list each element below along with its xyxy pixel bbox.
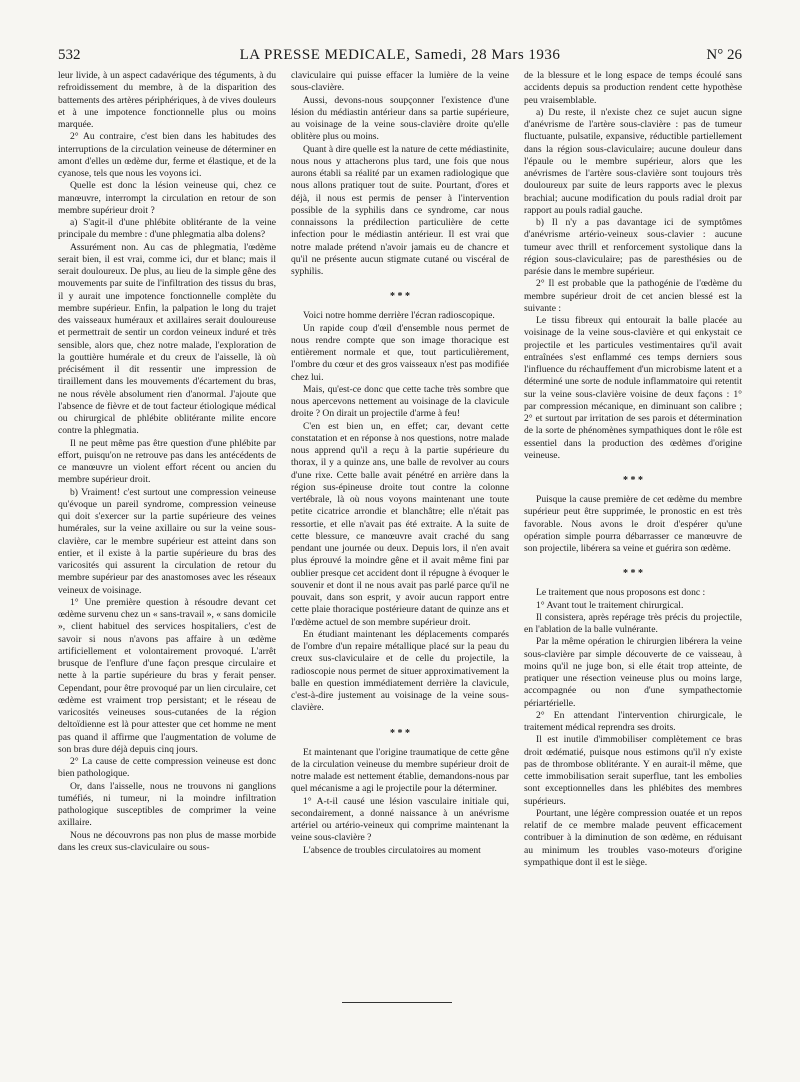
paragraph: Or, dans l'aisselle, nous ne trouvons ni ganglions tuméfiés, ni tumeur, ni la moindre infiltration pathologique susceptibles de comprimer la veine axillaire. — [58, 780, 276, 829]
section-separator: * * * — [390, 727, 410, 739]
paragraph: 1° A-t-il causé une lésion vasculaire initiale qui, secondairement, a donné naissance à un anévrisme artériel ou artério-veineux qui comprime maintenant la veine sous-clavière ? — [291, 795, 509, 844]
paragraph: Aussi, devons-nous soupçonner l'existence d'une lésion du médiastin antérieur dans sa partie supérieure, au voisinage de la veine sous-clavière droite qu'elle oblitère plus ou moins. — [291, 94, 509, 143]
paragraph: Assurément non. Au cas de phlegmatia, l'œdème serait bien, il est vrai, comme ici, dur et blanc; mais il serait douloureux. De plus, au lieu de la simple gêne des mouvements par suite de l'infiltration des tissus du bras, il y aurait une impotence fonctionnelle complète du membre supérieur. Enfin, la palpation le long du trajet des vaisseaux huméraux et axillaires serait douloureuse et permettrait de sentir un cordon veineux induré et très sensible, alors que, chez notre malade, l'exploration de la gouttière humérale et du creux de l'aisselle, là où précisément il dit ressentir une impression de tiraillement dans les mouvements d'écartement du bras, ne nous révèle absolument rien d'anormal. J'ajoute que l'absence de fièvre et de tout facteur étiologique médical ou chirurgical de phlébite oblitérante milite encore contre la phlegmatia. — [58, 241, 276, 437]
paragraph: Quelle est donc la lésion veineuse qui, chez ce manœuvre, interrompt la circulation en retour de son membre supérieur droit ? — [58, 180, 276, 216]
paragraph: Mais, qu'est-ce donc que cette tache très sombre que nous apercevons nettement au voisinage de la clavicule droite ? On dirait un projectile d'arme à feu! — [291, 383, 509, 420]
page-number: 532 — [58, 47, 81, 63]
article-body — [58, 70, 742, 986]
paragraph: 2° Au contraire, c'est bien dans les habitudes des interruptions de la circulation veineuse de déterminer en amont d'elles un œdème dur, ferme et élastique, et de la cyanose, tels que nous les voyons ici. — [58, 131, 276, 179]
column-3 — [524, 70, 742, 986]
paragraph: a) S'agit-il d'une phlébite oblitérante de la veine principale du membre : d'une phlegmatia alba dolens? — [58, 217, 276, 241]
end-rule — [342, 1002, 452, 1003]
section-separator: * * * — [390, 291, 410, 303]
issue-number: N° 26 — [706, 47, 742, 63]
paragraph: C'en est bien un, en effet; car, devant cette constatation et en réponse à nos questions, notre malade nous apprend qu'il a reçu à la partie supérieure du thorax, il y a quinze ans, une balle de revolver au cours d'une rixe. Cette balle avait pénétré en arrière dans la région sus-épineuse droite tout contre la colonne vertébrale, là où nous voyons maintenant une toute petite cicatrice arrondie et blanchâtre; elle n'était pas ressortie, et elle n'avait pas été extraite. A la suite de cette blessure, ce manœuvre avait craché du sang pendant une journée ou deux. Depuis lors, il n'en avait plus éprouvé la moindre gêne et il avait même fini par oublier presque cet accident dont il répugne à évoquer le souvenir et dont il ne nous avait pas parlé parce qu'il ne pouvait, dans son esprit, y avoir aucun rapport entre cette plaie thoracique postérieure datant de quinze ans et l'œdème actuel de son membre supérieur droit. — [291, 420, 509, 628]
paragraph: 2° En attendant l'intervention chirurgicale, le traitement médical reprendra ses droits. — [524, 709, 742, 733]
paragraph: Voici notre homme derrière l'écran radioscopique. — [303, 310, 495, 322]
paragraph: L'absence de troubles circulatoires au moment — [303, 844, 481, 856]
paragraph: 1° Une première question à résoudre devant cet œdème survenu chez un « sans-travail », « sans domicile », client habituel des services hospitaliers, c'est de savoir si nous n'avons pas affaire à un œdème artificiellement et volontairement provoqué. L'arrêt brusque de l'enflure d'une façon presque circulaire et nette à la partie supérieure du bras y ferait penser. Cependant, pour être provoqué par un lien circulaire, cet œdème est vraiment trop persistant; et le réseau de varicosités veineuses sous-cutanées de la région deltoïdienne est là pour attester que cet homme ne ment pas quand il affirme que l'augmentation de volume de son bras dure déjà depuis cinq jours. — [58, 596, 276, 755]
paragraph: Il est inutile d'immobiliser complètement ce bras droit œdématié, puisque nous estimons qu'il n'y existe pas de thrombose oblitérante. Y en aurait-il même, que cette immobilisation serait superflue, tant les embolies sont exceptionnelles dans les phlébites des membres supérieurs. — [524, 734, 742, 807]
paragraph: Un rapide coup d'œil d'ensemble nous permet de nous rendre compte que son image thoracique est entièrement normale et que, tout particulièrement, l'ombre du cœur et des gros vaisseaux n'est pas modifiée chez lui. — [291, 322, 509, 383]
paragraph: Pourtant, une légère compression ouatée et un repos relatif de ce membre malade peuvent efficacement contribuer à la diminution de son œdème, en réduisant au minimum les troubles vaso-moteurs d'origine sympathique dont il est le siège. — [524, 807, 742, 868]
section-separator: * * * — [623, 475, 643, 486]
journal-title: LA PRESSE MEDICALE, Samedi, 28 Mars 1936 — [239, 47, 561, 63]
paragraph: Puisque la cause première de cet œdème du membre supérieur peut être supprimée, le pronostic en est très favorable. Nous avons le droit d'espérer qu'une opération simple pourra débarrasser ce manœuvre de son projectile, libérera sa veine et guérira son œdème. — [524, 494, 742, 554]
page-header — [58, 46, 742, 66]
paragraph: b) Vraiment! c'est surtout une compression veineuse qu'évoque un pareil syndrome, compression veineuse qui doit s'exercer sur la partie supérieure des veines humérales, sur la veine axillaire ou sur la veine sous-clavière, car le membre supérieur est atteint dans son entier, et il existe à la partie supérieure du bras des varicosités qui assurent la circulation de retour du membre supérieur par des anastomoses avec les réseaux veineux de voisinage. — [58, 486, 276, 596]
paragraph: Quant à dire quelle est la nature de cette médiastinite, nous nous y attacherons plus tard, une fois que nous aurons établi sa réalité par un examen radiologique que nous allons pratiquer tout de suite. Pourtant, d'ores et déjà, il nous est permis de penser à l'intervention possible de la syphilis dans ce syndrome, car nous connaissons la prédilection particulière de cette infection pour le médiastin antérieur. Il est vrai que notre malade prétend n'avoir jamais eu de chancre et qu'il ne présente aucun stigmate cutané ou viscéral de syphilis. — [291, 143, 509, 277]
section-separator: * * * — [623, 568, 643, 580]
column-2 — [291, 70, 509, 986]
paragraph: b) Il n'y a pas davantage ici de symptômes d'anévrisme artério-veineux sous-clavier : aucune tumeur avec thrill et renforcement systolique dans la région sous-claviculaire; pas de paresthésies ou de parésie dans le membre supérieur. — [524, 217, 742, 277]
paragraph: a) Du reste, il n'existe chez ce sujet aucun signe d'anévrisme de l'artère sous-clavière : pas de tumeur fluctuante, pulsatile, expansive, réductible partiellement dans la région sous-claviculaire; aucune douleur dans l'épaule ou le membre supérieur, alors que les anévrismes de l'artère sous-clavière sont toujours très douloureux par suite de leurs rapports avec le plexus brachial; aucune modification du pouls radial droit par rapport au pouls radial gauche. — [524, 106, 742, 216]
paragraph: 2° La cause de cette compression veineuse est donc bien pathologique. — [58, 756, 276, 780]
column-1 — [58, 70, 276, 986]
paragraph: de la blessure et le long espace de temps écoulé sans accidents depuis sa production rendent cette hypothèse peu vraisemblable. — [524, 70, 742, 106]
paragraph: Il ne peut même pas être question d'une phlébite par effort, puisqu'on ne retrouve pas dans les antécédents de ce manœuvre un violent effort récent ou ancien du membre supérieur droit. — [58, 437, 276, 486]
paragraph: Il consistera, après repérage très précis du projectile, en l'ablation de la balle vulnérante. — [524, 611, 742, 635]
paragraph: Par la même opération le chirurgien libérera la veine sous-clavière par simple découverte de ce vaisseau, à moins qu'il ne juge bon, si elle était trop atteinte, de pratiquer une résection veineuse plus ou moins large, accompagnée ou non d'une sympathectomie périartérielle. — [524, 636, 742, 709]
paragraph: Le traitement que nous proposons est donc : — [536, 587, 706, 599]
paragraph: Et maintenant que l'origine traumatique de cette gêne de la circulation veineuse du membre supérieur droit de notre malade est nettement établie, demandons-nous par quel mécanisme a agi le projectile pour la déterminer. — [291, 746, 509, 795]
paragraph: 1° Avant tout le traitement chirurgical. — [536, 599, 684, 611]
paragraph: En étudiant maintenant les déplacements comparés de l'ombre d'un repaire métallique placé sur la peau du creux sus-claviculaire et de celle du projectile, la radioscopie nous permet de situer approximativement la balle en question immédiatement derrière la clavicule, c'est-à-dire justement au voisinage de la veine sous-clavière. — [291, 628, 509, 714]
paragraph: leur livide, à un aspect cadavérique des téguments, à du refroidissement du membre, à de la disparition des battements des artères périphériques, à de vives douleurs et à une impotence fonctionnelle plus ou moins marquée. — [58, 70, 276, 130]
paragraph: Le tissu fibreux qui entourait la balle placée au voisinage de la veine sous-clavière et qui enkystait ce projectile et les particules vestimentaires qu'il avait entraînées s'est enflammé ces temps derniers sous l'influence du réchauffement d'un microbisme latent et a déterminé une sorte de nodule inflammatoire qui retentit sur la veine sous-clavière voisine de deux façons : 1° par compression mécanique, en diminuant son calibre ; 2° et surtout par irritation de ses parois et détermination de la sorte de phénomènes sympathiques dont le rôle est essentiel dans la production des œdèmes d'origine veineuse. — [524, 315, 742, 461]
paragraph: claviculaire qui puisse effacer la lumière de la veine sous-clavière. — [291, 70, 509, 94]
paragraph: 2° Il est probable que la pathogénie de l'œdème du membre supérieur droit de cet ancien blessé est la suivante : — [524, 278, 742, 314]
paragraph: Nous ne découvrons pas non plus de masse morbide dans les creux sus-claviculaire ou sous- — [58, 829, 276, 853]
